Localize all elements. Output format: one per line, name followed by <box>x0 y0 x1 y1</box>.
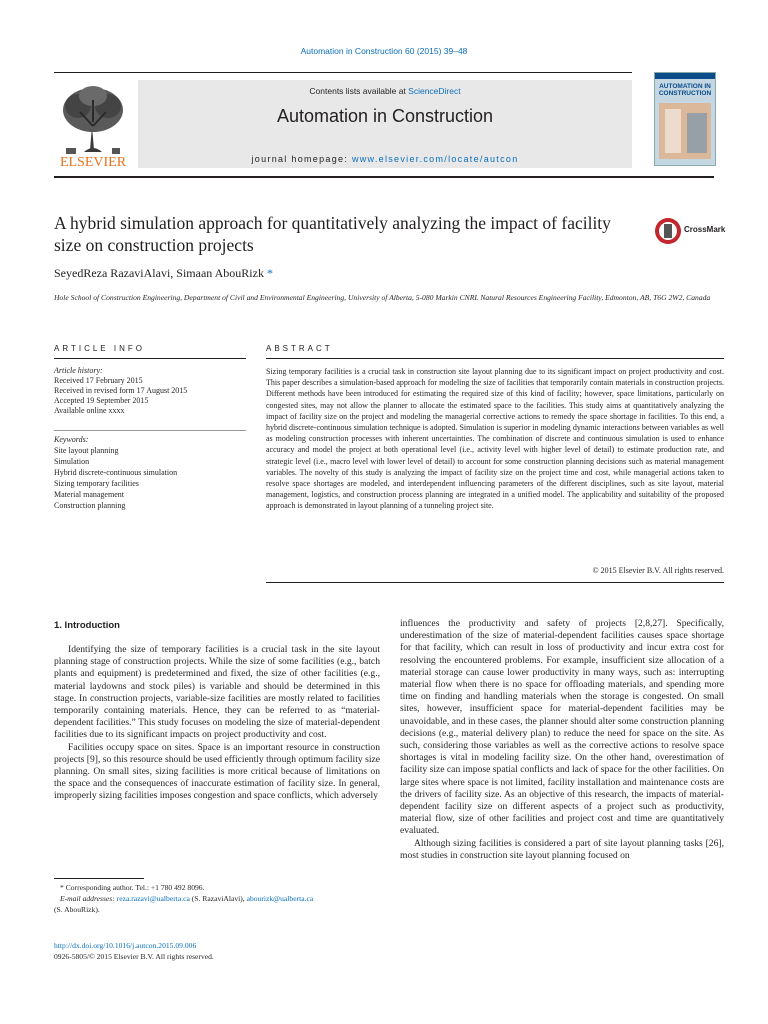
email-line <box>54 893 380 904</box>
history-online: Available online xxxx <box>54 406 125 415</box>
body-paragraph: Facilities occupy space on sites. Space is an important resource in construction projects [9], so this resource should be used efficiently through optimum facility size planning. On small sites, sizing facilities is more critical because of limitations on the space and the consequences of inaccurate estimation of facility size. In general, improperly sizing facilities imposes congestion and space conflicts, which adversely <box>54 741 380 802</box>
email-owner: (S. RazaviAlavi), <box>189 894 247 903</box>
corresponding-author-note: * Corresponding author. Tel.: +1 780 492 8096. <box>60 883 205 892</box>
homepage-line <box>138 154 632 164</box>
contents-line <box>138 86 632 96</box>
elsevier-logo[interactable] <box>54 78 132 168</box>
crossmark-badge[interactable] <box>654 216 724 246</box>
body-paragraph: Identifying the size of temporary facilities is a crucial task in the site layout planning stage of construction projects. While the size of some facilities (e.g., batch plants and equipment) is predetermined and fixed, the size of other facilities (e.g., material laydowns and stock piles) is variable and should be determined in this stage. In construction projects, variable-size facilities are mostly related to facilities temporarily containing materials. Hence, they can be referred to as “material-dependent facilities.” This study focuses on modeling the size of material-dependent facilities due to its significant impacts on project productivity and cost. <box>54 644 380 741</box>
footnote <box>54 882 380 915</box>
abstract-copyright: © 2015 Elsevier B.V. All rights reserved. <box>592 566 724 575</box>
keywords <box>54 434 246 511</box>
authors-names: SeyedReza RazaviAlavi, Simaan AbouRizk <box>54 266 264 280</box>
journal-title: Automation in Construction <box>276 106 494 126</box>
body-column-right <box>400 618 724 862</box>
crossmark-icon <box>654 216 682 246</box>
email-owner: (S. AbouRizk). <box>54 905 100 914</box>
abstract-heading: ABSTRACT <box>266 344 333 353</box>
cover-title: AUTOMATION IN CONSTRUCTION <box>658 83 712 97</box>
history-received: Received 17 February 2015 <box>54 376 143 385</box>
keywords-label: Keywords: <box>54 435 89 444</box>
keyword-item: Site layout planning <box>54 446 119 455</box>
masthead-top-rule <box>54 72 632 73</box>
abstract-bottom-rule <box>266 582 724 583</box>
article-history <box>54 366 246 416</box>
contents-prefix: Contents lists available at <box>309 86 409 96</box>
body-paragraph: influences the productivity and safety of projects [2,8,27]. Specifically, underestimation of the size of material-dependent facilities causes space shortage for that facility, which can result in loss of productivity and incur extra cost for resolving the encountered problems. For example, insufficient size allocation of a material storage can cause lower productivity in many ways, such as: interrupting material flow when there is no space for offloading materials, and spending more time on finding and handling materials when the storage is congested. On small sites, however, insufficient space for material-dependent facilities may be unavoidable, and in these cases, the planner should alter some construction planning decisions (e.g., material delivery plan) to reduce the need for space on the site. As such, considering those variables as well as the corrective actions to resolve space shortages is vital in modeling facility size. On the other hand, overestimation of facility size can impose spatial conflicts and lack of space for the other facilities. On large sites where space is not limited, facility installation and maintenance costs are the drivers of facility size. As an objective of this research, the impacts of material-dependent facility size on different aspects of a project such as productivity, material flow, size of other facilities and project cost and time are quantitatively evaluated. <box>400 618 724 837</box>
email-link-abourizk[interactable]: abourizk@ualberta.ca <box>246 894 314 903</box>
corresponding-author-mark[interactable]: * <box>266 266 273 280</box>
history-revised: Received in revised form 17 August 2015 <box>54 386 188 395</box>
keyword-item: Simulation <box>54 457 90 466</box>
body-column-left <box>54 644 380 803</box>
journal-cover-thumbnail[interactable] <box>654 72 716 166</box>
elsevier-tree-icon <box>54 78 132 168</box>
keyword-item: Sizing temporary facilities <box>54 479 139 488</box>
email-link-razavi[interactable]: reza.razavi@ualberta.ca <box>116 894 190 903</box>
author-list <box>54 266 273 281</box>
keyword-item: Hybrid discrete-continuous simulation <box>54 468 178 477</box>
issn-line: 0926-5805/© 2015 Elsevier B.V. All rights reserved. <box>54 952 214 961</box>
history-accepted: Accepted 19 September 2015 <box>54 396 149 405</box>
abstract-text: Sizing temporary facilities is a crucial task in construction site layout planning due to its significant impact on project productivity and cost. This paper describes a simulation-based approach for modeling the size of facilities that temporarily contain materials in construction projects. Different methods have been introduced for estimating the required size of this kind of facility; however, space limitations, particularly on congested sites, may not allow the planner to allocate the estimated space to the facilities. This study aims at quantitatively analyzing the impact of facility size on the project and modeling the managerial corrective actions to remedy the space shortage in facilities. To this end, a hybrid discrete-continuous simulation technique is adopted. Simulation is superior in modeling dynamic interactions between variables as well as modeling construction processes with inherent uncertainties. The combination of discrete and continuous simulation is used to enhance accuracy and model the project at both operational level (i.e., activity level with higher level of detail) to estimate production rate, and strategic level (i.e., macro level with lower level of detail) to account for some construction planning decisions such as material management variables. The novelty of this study is analyzing the impact of facility size on the project time and cost, while managerial actions taken to resolve space shortages are modeled, and interdependent influencing parameters of the different disciplines, such as site layout, material management, logistics, and construction process planning are integrated in a unified model. The applicability and suitability of the proposed approach is demonstrated in layout planning of a tunneling project site. <box>266 367 724 511</box>
article-info-heading: ARTICLE INFO <box>54 344 145 353</box>
body-paragraph: Although sizing facilities is considered a part of site layout planning tasks [26], most studies in construction site layout planning focused on <box>400 837 724 861</box>
doi-block <box>54 940 380 962</box>
abstract-rule <box>266 358 724 359</box>
keyword-item: Construction planning <box>54 501 126 510</box>
footnote-rule <box>54 878 144 879</box>
section-heading-introduction: 1. Introduction <box>54 620 120 631</box>
crossmark-label: CrossMark <box>684 225 726 234</box>
doi-link[interactable]: http://dx.doi.org/10.1016/j.autcon.2015.09.006 <box>54 941 197 950</box>
article-title: A hybrid simulation approach for quantitatively analyzing the impact of facility size on construction projects <box>54 213 611 255</box>
journal-reference[interactable]: Automation in Construction 60 (2015) 39–48 <box>300 46 468 56</box>
cover-art-icon <box>655 73 715 165</box>
homepage-link[interactable]: www.elsevier.com/locate/autcon <box>351 154 519 164</box>
email-label: E-mail addresses: <box>60 894 117 903</box>
homepage-prefix: journal homepage: <box>251 154 352 164</box>
sciencedirect-link[interactable]: ScienceDirect <box>408 86 461 96</box>
elsevier-wordmark: ELSEVIER <box>59 155 127 168</box>
article-info-rule <box>54 358 246 359</box>
history-label: Article history: <box>54 366 103 375</box>
masthead-bottom-rule <box>54 176 714 178</box>
keyword-item: Material management <box>54 490 124 499</box>
affiliation: Hole School of Construction Engineering, Department of Civil and Environmental Engineering, University of Alberta, 5-080 Markin CNRL Natural Resources Engineering Facility, Edmonton, AB, T6G 2W2, Canada <box>54 293 711 302</box>
history-rule <box>54 430 246 431</box>
